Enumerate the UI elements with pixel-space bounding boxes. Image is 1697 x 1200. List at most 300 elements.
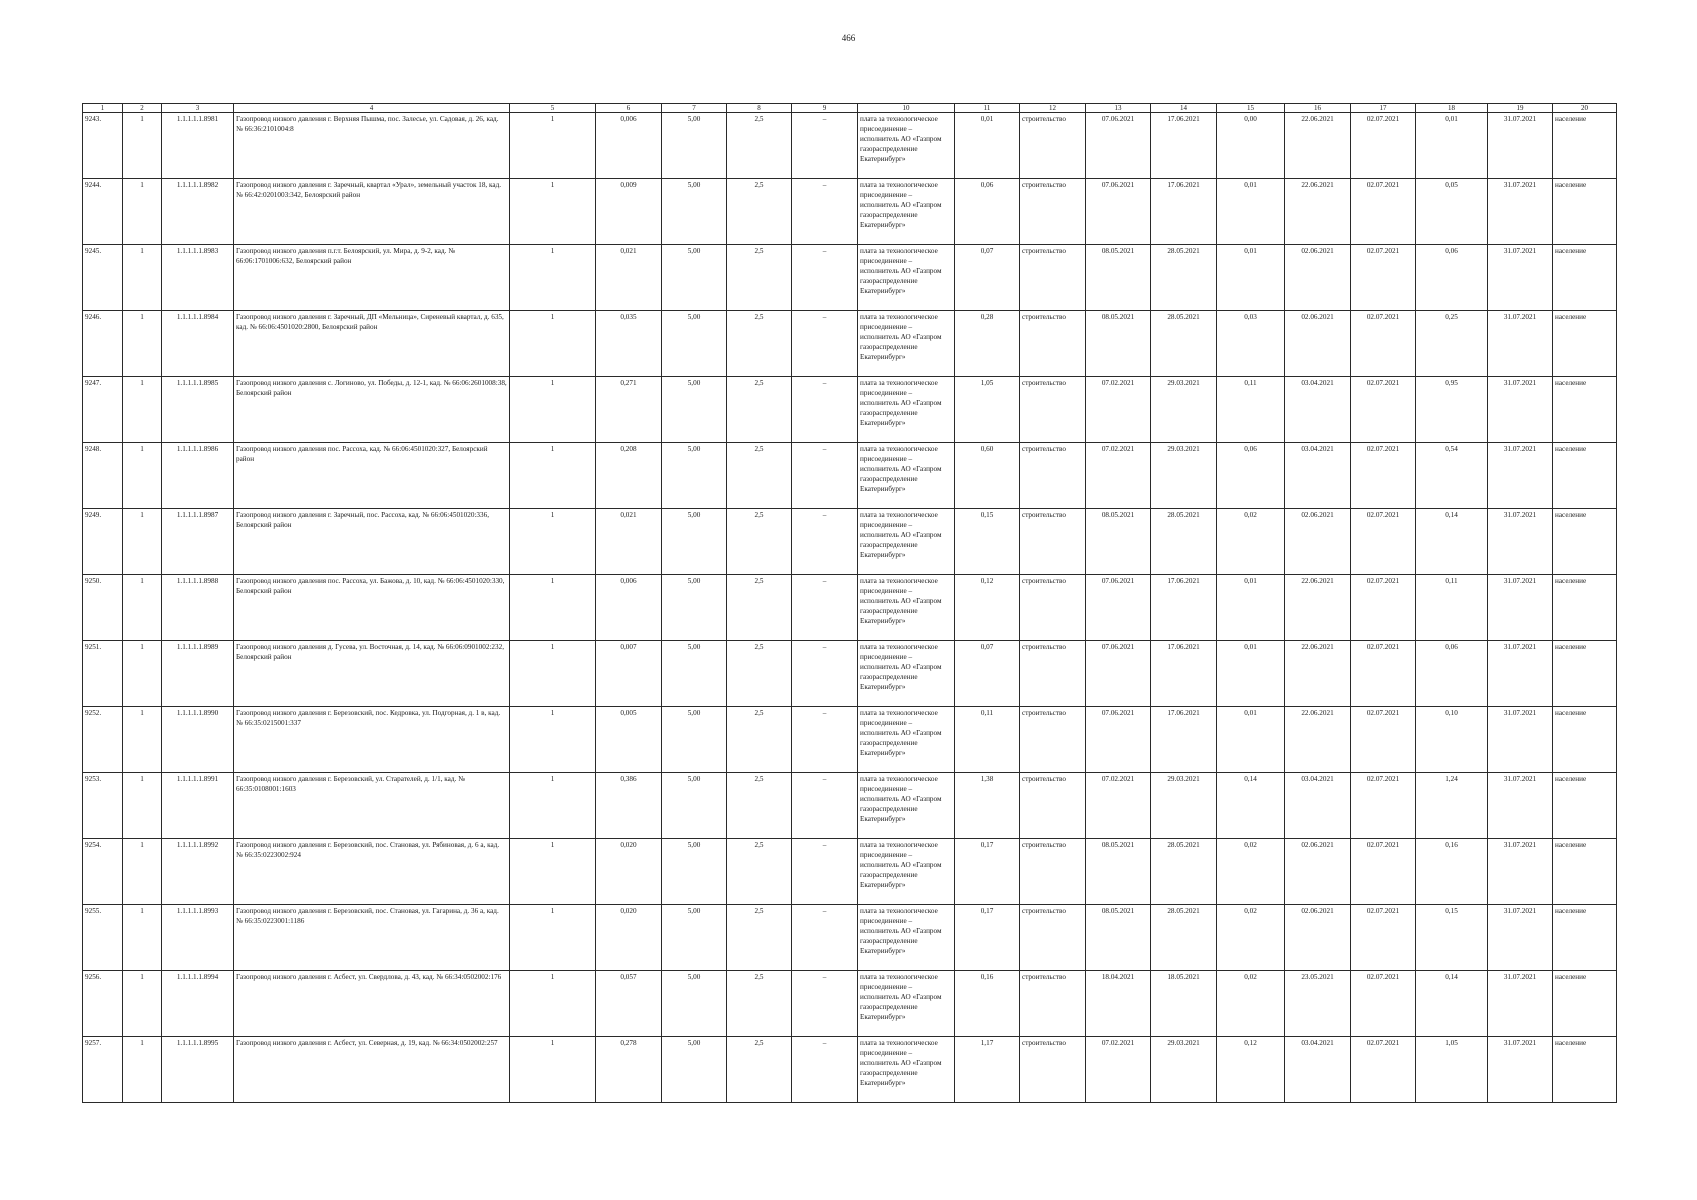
cell-col-15: 0,01 — [1217, 641, 1285, 707]
cell-fee-description: плата за технологическое присоединение – исполнитель АО «Газпром газораспределение Екатеринбург» — [858, 905, 955, 971]
cell-col-9: – — [792, 179, 858, 245]
cell-col-15: 0,01 — [1217, 575, 1285, 641]
cell-col-5: 1 — [510, 1037, 596, 1103]
cell-col-17: 02.07.2021 — [1351, 707, 1416, 773]
cell-col-16: 22.06.2021 — [1285, 707, 1351, 773]
cell-col-18: 0,14 — [1416, 971, 1488, 1037]
cell-col-6: 0,057 — [596, 971, 662, 1037]
cell-col-1: 9247. — [83, 377, 123, 443]
cell-col-15: 0,06 — [1217, 443, 1285, 509]
cell-col-17: 02.07.2021 — [1351, 443, 1416, 509]
cell-col-1: 9246. — [83, 311, 123, 377]
cell-col-20: население — [1553, 839, 1617, 905]
cell-col-18: 0,06 — [1416, 641, 1488, 707]
cell-col-2: 1 — [123, 575, 162, 641]
cell-col-6: 0,021 — [596, 509, 662, 575]
cell-col-3: 1.1.1.1.1.8987 — [162, 509, 234, 575]
cell-col-13: 08.05.2021 — [1086, 839, 1151, 905]
cell-col-18: 0,11 — [1416, 575, 1488, 641]
cell-col-16: 02.06.2021 — [1285, 839, 1351, 905]
cell-col-15: 0,11 — [1217, 377, 1285, 443]
cell-col-5: 1 — [510, 179, 596, 245]
cell-col-6: 0,005 — [596, 707, 662, 773]
cell-col-12: строительство — [1020, 971, 1086, 1037]
cell-fee-description: плата за технологическое присоединение – исполнитель АО «Газпром газораспределение Екатеринбург» — [858, 443, 955, 509]
cell-col-2: 1 — [123, 245, 162, 311]
cell-col-20: население — [1553, 575, 1617, 641]
table-row — [83, 641, 1617, 707]
cell-col-16: 02.06.2021 — [1285, 245, 1351, 311]
cell-col-14: 18.05.2021 — [1151, 971, 1217, 1037]
column-header-13: 13 — [1086, 104, 1151, 113]
cell-col-12: строительство — [1020, 443, 1086, 509]
cell-col-2: 1 — [123, 905, 162, 971]
cell-col-18: 0,06 — [1416, 245, 1488, 311]
cell-col-5: 1 — [510, 377, 596, 443]
cell-col-13: 07.06.2021 — [1086, 707, 1151, 773]
cell-col-16: 22.06.2021 — [1285, 113, 1351, 179]
cell-col-7: 5,00 — [662, 575, 727, 641]
cell-col-15: 0,14 — [1217, 773, 1285, 839]
column-header-11: 11 — [955, 104, 1020, 113]
cell-col-11: 1,38 — [955, 773, 1020, 839]
cell-col-14: 29.03.2021 — [1151, 1037, 1217, 1103]
cell-col-20: население — [1553, 509, 1617, 575]
cell-fee-description: плата за технологическое присоединение – исполнитель АО «Газпром газораспределение Екатеринбург» — [858, 773, 955, 839]
cell-col-15: 0,00 — [1217, 113, 1285, 179]
cell-col-8: 2,5 — [727, 443, 792, 509]
cell-col-5: 1 — [510, 839, 596, 905]
cell-col-16: 03.04.2021 — [1285, 773, 1351, 839]
cell-col-6: 0,208 — [596, 443, 662, 509]
cell-col-5: 1 — [510, 443, 596, 509]
cell-fee-description: плата за технологическое присоединение – исполнитель АО «Газпром газораспределение Екатеринбург» — [858, 575, 955, 641]
cell-col-8: 2,5 — [727, 311, 792, 377]
document-table — [82, 103, 1617, 1103]
cell-col-8: 2,5 — [727, 839, 792, 905]
table-row — [83, 971, 1617, 1037]
cell-col-14: 17.06.2021 — [1151, 641, 1217, 707]
cell-col-19: 31.07.2021 — [1488, 905, 1553, 971]
column-header-9: 9 — [792, 104, 858, 113]
table-row — [83, 575, 1617, 641]
cell-col-12: строительство — [1020, 113, 1086, 179]
cell-col-6: 0,009 — [596, 179, 662, 245]
cell-col-2: 1 — [123, 377, 162, 443]
cell-col-16: 02.06.2021 — [1285, 905, 1351, 971]
cell-col-19: 31.07.2021 — [1488, 707, 1553, 773]
cell-col-8: 2,5 — [727, 575, 792, 641]
cell-col-3: 1.1.1.1.1.8993 — [162, 905, 234, 971]
cell-col-19: 31.07.2021 — [1488, 971, 1553, 1037]
cell-col-2: 1 — [123, 839, 162, 905]
cell-col-14: 29.03.2021 — [1151, 773, 1217, 839]
cell-col-11: 0,11 — [955, 707, 1020, 773]
cell-col-9: – — [792, 509, 858, 575]
cell-col-11: 0,60 — [955, 443, 1020, 509]
cell-col-20: население — [1553, 311, 1617, 377]
cell-col-13: 07.02.2021 — [1086, 377, 1151, 443]
cell-col-1: 9243. — [83, 113, 123, 179]
cell-col-7: 5,00 — [662, 245, 727, 311]
cell-col-6: 0,278 — [596, 1037, 662, 1103]
cell-col-15: 0,12 — [1217, 1037, 1285, 1103]
cell-col-5: 1 — [510, 641, 596, 707]
cell-col-12: строительство — [1020, 839, 1086, 905]
cell-col-11: 0,07 — [955, 641, 1020, 707]
cell-col-11: 0,15 — [955, 509, 1020, 575]
cell-col-4: Газопровод низкого давления г. Березовский, пос. Становая, ул. Рябиновая, д. 6 а, кад. № 66:35:0223002:924 — [234, 839, 510, 905]
cell-col-8: 2,5 — [727, 707, 792, 773]
cell-col-3: 1.1.1.1.1.8981 — [162, 113, 234, 179]
cell-col-2: 1 — [123, 179, 162, 245]
cell-col-17: 02.07.2021 — [1351, 113, 1416, 179]
cell-col-15: 0,02 — [1217, 509, 1285, 575]
cell-col-3: 1.1.1.1.1.8986 — [162, 443, 234, 509]
cell-col-7: 5,00 — [662, 905, 727, 971]
cell-col-16: 22.06.2021 — [1285, 575, 1351, 641]
cell-col-9: – — [792, 707, 858, 773]
cell-col-14: 17.06.2021 — [1151, 707, 1217, 773]
cell-col-7: 5,00 — [662, 971, 727, 1037]
cell-col-20: население — [1553, 113, 1617, 179]
table-row — [83, 839, 1617, 905]
cell-col-18: 0,95 — [1416, 377, 1488, 443]
cell-col-6: 0,386 — [596, 773, 662, 839]
cell-col-18: 0,01 — [1416, 113, 1488, 179]
cell-col-17: 02.07.2021 — [1351, 509, 1416, 575]
cell-col-19: 31.07.2021 — [1488, 575, 1553, 641]
cell-fee-description: плата за технологическое присоединение – исполнитель АО «Газпром газораспределение Екатеринбург» — [858, 311, 955, 377]
cell-col-19: 31.07.2021 — [1488, 179, 1553, 245]
cell-col-12: строительство — [1020, 1037, 1086, 1103]
cell-col-2: 1 — [123, 641, 162, 707]
cell-col-3: 1.1.1.1.1.8989 — [162, 641, 234, 707]
cell-col-9: – — [792, 971, 858, 1037]
cell-col-7: 5,00 — [662, 113, 727, 179]
cell-col-18: 0,05 — [1416, 179, 1488, 245]
cell-col-13: 07.02.2021 — [1086, 443, 1151, 509]
table-row — [83, 113, 1617, 179]
cell-col-12: строительство — [1020, 311, 1086, 377]
cell-col-18: 1,05 — [1416, 1037, 1488, 1103]
cell-col-1: 9250. — [83, 575, 123, 641]
table-header — [83, 104, 1617, 113]
column-header-16: 16 — [1285, 104, 1351, 113]
cell-col-5: 1 — [510, 113, 596, 179]
column-header-2: 2 — [123, 104, 162, 113]
cell-col-5: 1 — [510, 905, 596, 971]
cell-col-17: 02.07.2021 — [1351, 1037, 1416, 1103]
cell-col-11: 0,07 — [955, 245, 1020, 311]
cell-col-15: 0,01 — [1217, 707, 1285, 773]
cell-col-14: 17.06.2021 — [1151, 113, 1217, 179]
cell-col-9: – — [792, 575, 858, 641]
cell-col-4: Газопровод низкого давления г. Заречный, ДП «Мельница», Сиреневый квартал, д. 635, кад. № 66:06:4501020:2800, Белоярский район — [234, 311, 510, 377]
cell-col-20: население — [1553, 905, 1617, 971]
cell-col-19: 31.07.2021 — [1488, 245, 1553, 311]
cell-fee-description: плата за технологическое присоединение – исполнитель АО «Газпром газораспределение Екатеринбург» — [858, 641, 955, 707]
column-header-3: 3 — [162, 104, 234, 113]
cell-col-2: 1 — [123, 443, 162, 509]
cell-col-6: 0,020 — [596, 905, 662, 971]
cell-col-13: 08.05.2021 — [1086, 311, 1151, 377]
cell-col-5: 1 — [510, 509, 596, 575]
cell-col-3: 1.1.1.1.1.8995 — [162, 1037, 234, 1103]
cell-col-6: 0,007 — [596, 641, 662, 707]
cell-col-19: 31.07.2021 — [1488, 443, 1553, 509]
cell-col-14: 28.05.2021 — [1151, 509, 1217, 575]
cell-col-1: 9252. — [83, 707, 123, 773]
cell-col-17: 02.07.2021 — [1351, 773, 1416, 839]
cell-col-3: 1.1.1.1.1.8983 — [162, 245, 234, 311]
cell-col-16: 03.04.2021 — [1285, 1037, 1351, 1103]
cell-col-4: Газопровод низкого давления пос. Рассоха, ул. Бажова, д. 10, кад. № 66:06:4501020:330, Белоярский район — [234, 575, 510, 641]
cell-col-5: 1 — [510, 707, 596, 773]
cell-col-4: Газопровод низкого давления с. Логиново, ул. Победы, д. 12-1, кад. № 66:06:2601008:38, Белоярский район — [234, 377, 510, 443]
cell-col-8: 2,5 — [727, 641, 792, 707]
cell-col-12: строительство — [1020, 905, 1086, 971]
cell-col-17: 02.07.2021 — [1351, 377, 1416, 443]
cell-col-5: 1 — [510, 245, 596, 311]
cell-col-19: 31.07.2021 — [1488, 311, 1553, 377]
cell-col-14: 17.06.2021 — [1151, 575, 1217, 641]
table-row — [83, 311, 1617, 377]
cell-col-19: 31.07.2021 — [1488, 773, 1553, 839]
header-row — [83, 104, 1617, 113]
table-row — [83, 1037, 1617, 1103]
column-header-5: 5 — [510, 104, 596, 113]
cell-col-1: 9251. — [83, 641, 123, 707]
cell-col-6: 0,020 — [596, 839, 662, 905]
cell-col-3: 1.1.1.1.1.8984 — [162, 311, 234, 377]
cell-col-7: 5,00 — [662, 773, 727, 839]
cell-col-9: – — [792, 773, 858, 839]
cell-col-7: 5,00 — [662, 641, 727, 707]
cell-col-20: население — [1553, 971, 1617, 1037]
table-row — [83, 707, 1617, 773]
cell-col-4: Газопровод низкого давления г. Березовский, пос. Становая, ул. Гагарина, д. 36 а, кад. № 66:35:0223001:1186 — [234, 905, 510, 971]
cell-col-18: 0,16 — [1416, 839, 1488, 905]
cell-col-6: 0,035 — [596, 311, 662, 377]
cell-col-20: население — [1553, 245, 1617, 311]
cell-col-20: население — [1553, 773, 1617, 839]
cell-col-4: Газопровод низкого давления п.г.т. Белоярский, ул. Мира, д. 9-2, кад. № 66:06:1701006:632, Белоярский район — [234, 245, 510, 311]
cell-col-15: 0,03 — [1217, 311, 1285, 377]
cell-col-19: 31.07.2021 — [1488, 839, 1553, 905]
cell-col-16: 22.06.2021 — [1285, 641, 1351, 707]
cell-col-20: население — [1553, 707, 1617, 773]
cell-col-3: 1.1.1.1.1.8992 — [162, 839, 234, 905]
cell-col-14: 29.03.2021 — [1151, 443, 1217, 509]
cell-col-19: 31.07.2021 — [1488, 1037, 1553, 1103]
column-header-8: 8 — [727, 104, 792, 113]
cell-col-12: строительство — [1020, 773, 1086, 839]
table-row — [83, 773, 1617, 839]
cell-col-20: население — [1553, 443, 1617, 509]
cell-col-5: 1 — [510, 971, 596, 1037]
page-number: 466 — [841, 33, 856, 43]
cell-col-4: Газопровод низкого давления г. Верхняя Пышма, пос. Залесье, ул. Садовая, д. 26, кад. № 66:36:2101004:8 — [234, 113, 510, 179]
cell-col-13: 07.06.2021 — [1086, 641, 1151, 707]
cell-col-11: 0,16 — [955, 971, 1020, 1037]
table-row — [83, 443, 1617, 509]
cell-col-4: Газопровод низкого давления г. Асбест, ул. Северная, д. 19, кад. № 66:34:0502002:257 — [234, 1037, 510, 1103]
column-header-17: 17 — [1351, 104, 1416, 113]
cell-col-19: 31.07.2021 — [1488, 377, 1553, 443]
column-header-7: 7 — [662, 104, 727, 113]
cell-col-4: Газопровод низкого давления г. Заречный, квартал «Урал», земельный участок 18, кад. № 66:42:0201003:342, Белоярский район — [234, 179, 510, 245]
column-header-10: 10 — [858, 104, 955, 113]
cell-col-8: 2,5 — [727, 179, 792, 245]
cell-col-11: 0,17 — [955, 839, 1020, 905]
cell-col-18: 0,15 — [1416, 905, 1488, 971]
cell-fee-description: плата за технологическое присоединение – исполнитель АО «Газпром газораспределение Екатеринбург» — [858, 971, 955, 1037]
cell-col-8: 2,5 — [727, 1037, 792, 1103]
cell-col-3: 1.1.1.1.1.8985 — [162, 377, 234, 443]
cell-col-12: строительство — [1020, 245, 1086, 311]
cell-col-19: 31.07.2021 — [1488, 509, 1553, 575]
cell-col-11: 0,17 — [955, 905, 1020, 971]
cell-col-20: население — [1553, 179, 1617, 245]
cell-col-17: 02.07.2021 — [1351, 839, 1416, 905]
cell-col-5: 1 — [510, 311, 596, 377]
cell-col-11: 0,06 — [955, 179, 1020, 245]
cell-col-2: 1 — [123, 509, 162, 575]
cell-col-18: 0,54 — [1416, 443, 1488, 509]
cell-col-14: 29.03.2021 — [1151, 377, 1217, 443]
cell-col-2: 1 — [123, 1037, 162, 1103]
column-header-18: 18 — [1416, 104, 1488, 113]
cell-col-13: 08.05.2021 — [1086, 245, 1151, 311]
cell-col-17: 02.07.2021 — [1351, 245, 1416, 311]
cell-col-11: 0,01 — [955, 113, 1020, 179]
cell-fee-description: плата за технологическое присоединение – исполнитель АО «Газпром газораспределение Екатеринбург» — [858, 509, 955, 575]
cell-col-8: 2,5 — [727, 245, 792, 311]
cell-col-9: – — [792, 641, 858, 707]
cell-col-9: – — [792, 1037, 858, 1103]
cell-col-15: 0,01 — [1217, 245, 1285, 311]
cell-col-7: 5,00 — [662, 509, 727, 575]
cell-col-12: строительство — [1020, 641, 1086, 707]
cell-col-7: 5,00 — [662, 179, 727, 245]
cell-col-4: Газопровод низкого давления д. Гусева, ул. Восточная, д. 14, кад. № 66:06:0901002:232, Белоярский район — [234, 641, 510, 707]
cell-col-7: 5,00 — [662, 839, 727, 905]
cell-col-9: – — [792, 113, 858, 179]
cell-col-4: Газопровод низкого давления г. Заречный, пос. Рассоха, кад. № 66:06:4501020:336, Белоярский район — [234, 509, 510, 575]
cell-col-1: 9248. — [83, 443, 123, 509]
cell-col-9: – — [792, 245, 858, 311]
cell-col-17: 02.07.2021 — [1351, 311, 1416, 377]
cell-col-1: 9249. — [83, 509, 123, 575]
cell-col-6: 0,021 — [596, 245, 662, 311]
cell-col-8: 2,5 — [727, 509, 792, 575]
cell-col-14: 28.05.2021 — [1151, 311, 1217, 377]
cell-col-2: 1 — [123, 113, 162, 179]
cell-col-11: 1,05 — [955, 377, 1020, 443]
cell-col-9: – — [792, 443, 858, 509]
cell-col-7: 5,00 — [662, 377, 727, 443]
cell-col-6: 0,271 — [596, 377, 662, 443]
cell-col-8: 2,5 — [727, 377, 792, 443]
cell-col-6: 0,006 — [596, 113, 662, 179]
cell-col-16: 23.05.2021 — [1285, 971, 1351, 1037]
cell-col-2: 1 — [123, 971, 162, 1037]
cell-col-11: 0,12 — [955, 575, 1020, 641]
column-header-20: 20 — [1553, 104, 1617, 113]
cell-col-16: 03.04.2021 — [1285, 377, 1351, 443]
cell-col-9: – — [792, 905, 858, 971]
cell-col-5: 1 — [510, 773, 596, 839]
cell-fee-description: плата за технологическое присоединение – исполнитель АО «Газпром газораспределение Екатеринбург» — [858, 245, 955, 311]
table-row — [83, 509, 1617, 575]
cell-col-17: 02.07.2021 — [1351, 905, 1416, 971]
cell-col-14: 28.05.2021 — [1151, 839, 1217, 905]
cell-col-16: 03.04.2021 — [1285, 443, 1351, 509]
table-row — [83, 179, 1617, 245]
cell-col-20: население — [1553, 377, 1617, 443]
cell-col-13: 08.05.2021 — [1086, 905, 1151, 971]
cell-col-1: 9255. — [83, 905, 123, 971]
cell-col-2: 1 — [123, 311, 162, 377]
cell-col-20: население — [1553, 641, 1617, 707]
table-body — [83, 113, 1617, 1103]
cell-col-13: 07.02.2021 — [1086, 1037, 1151, 1103]
cell-col-16: 22.06.2021 — [1285, 179, 1351, 245]
column-header-6: 6 — [596, 104, 662, 113]
cell-col-1: 9257. — [83, 1037, 123, 1103]
cell-col-13: 08.05.2021 — [1086, 509, 1151, 575]
cell-col-17: 02.07.2021 — [1351, 179, 1416, 245]
column-header-14: 14 — [1151, 104, 1217, 113]
cell-col-7: 5,00 — [662, 707, 727, 773]
cell-col-19: 31.07.2021 — [1488, 641, 1553, 707]
cell-col-3: 1.1.1.1.1.8994 — [162, 971, 234, 1037]
cell-col-12: строительство — [1020, 575, 1086, 641]
cell-col-15: 0,01 — [1217, 179, 1285, 245]
cell-col-13: 07.06.2021 — [1086, 575, 1151, 641]
cell-col-1: 9254. — [83, 839, 123, 905]
cell-col-18: 0,10 — [1416, 707, 1488, 773]
cell-col-4: Газопровод низкого давления пос. Рассоха, кад. № 66:06:4501020:327, Белоярский район — [234, 443, 510, 509]
cell-col-11: 0,28 — [955, 311, 1020, 377]
cell-col-15: 0,02 — [1217, 971, 1285, 1037]
cell-col-12: строительство — [1020, 707, 1086, 773]
cell-col-20: население — [1553, 1037, 1617, 1103]
cell-col-1: 9253. — [83, 773, 123, 839]
cell-col-4: Газопровод низкого давления г. Березовский, ул. Старателей, д. 1/1, кад. № 66:35:0108001:1603 — [234, 773, 510, 839]
cell-col-7: 5,00 — [662, 443, 727, 509]
cell-col-18: 1,24 — [1416, 773, 1488, 839]
cell-col-4: Газопровод низкого давления г. Асбест, ул. Свердлова, д. 43, кад. № 66:34:0502002:176 — [234, 971, 510, 1037]
column-header-12: 12 — [1020, 104, 1086, 113]
cell-col-17: 02.07.2021 — [1351, 575, 1416, 641]
cell-col-17: 02.07.2021 — [1351, 971, 1416, 1037]
cell-col-9: – — [792, 311, 858, 377]
cell-col-3: 1.1.1.1.1.8982 — [162, 179, 234, 245]
cell-col-18: 0,14 — [1416, 509, 1488, 575]
cell-col-16: 02.06.2021 — [1285, 311, 1351, 377]
cell-col-14: 28.05.2021 — [1151, 905, 1217, 971]
cell-col-13: 18.04.2021 — [1086, 971, 1151, 1037]
cell-col-14: 17.06.2021 — [1151, 179, 1217, 245]
cell-col-13: 07.06.2021 — [1086, 113, 1151, 179]
column-header-15: 15 — [1217, 104, 1285, 113]
cell-col-11: 1,17 — [955, 1037, 1020, 1103]
cell-col-12: строительство — [1020, 509, 1086, 575]
cell-col-4: Газопровод низкого давления г. Березовский, пос. Кедровка, ул. Подгорная, д. 1 в, кад. № 66:35:0215001:337 — [234, 707, 510, 773]
column-header-4: 4 — [234, 104, 510, 113]
